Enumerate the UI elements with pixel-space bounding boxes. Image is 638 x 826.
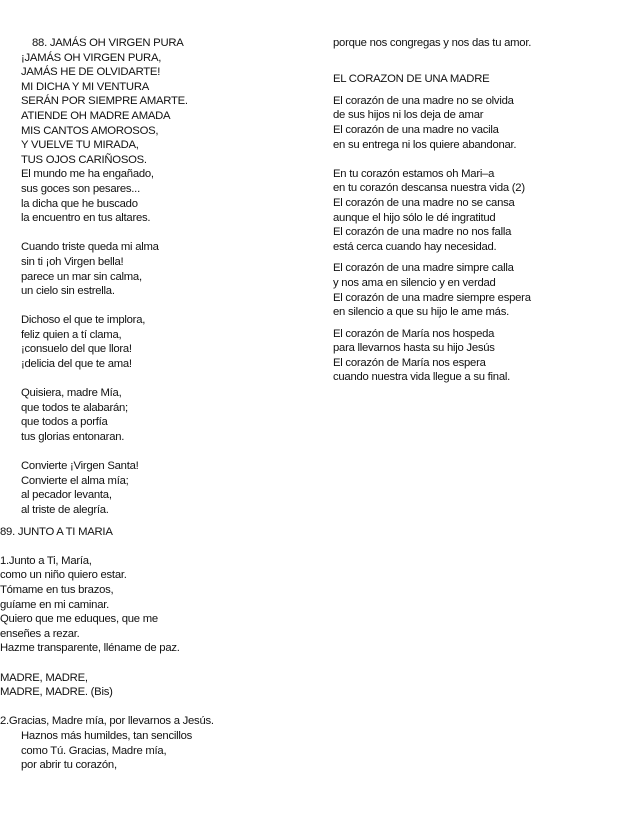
lyric-line: 2.Gracias, Madre mía, por llevarnos a Jesús. bbox=[0, 715, 214, 728]
song89-verse1 bbox=[0, 554, 320, 656]
lyric-line: un cielo sin estrella. bbox=[21, 285, 115, 298]
lyric-line: al pecador levanta, bbox=[21, 489, 112, 502]
lyric-line: El corazón de María nos espera bbox=[333, 356, 486, 369]
stanza-gap bbox=[333, 51, 633, 66]
stanza-gap bbox=[0, 518, 320, 525]
stanza-gap bbox=[333, 65, 633, 72]
lyric-line: en silencio a que su hijo le ame más. bbox=[333, 306, 509, 319]
lyric-line: El mundo me ha engañado, bbox=[21, 168, 154, 181]
corazon-block1 bbox=[333, 94, 633, 152]
stanza-gap bbox=[333, 87, 633, 94]
corazon-block3 bbox=[333, 261, 633, 319]
lyric-line: de sus hijos ni los deja de amar bbox=[333, 109, 484, 122]
stanza-gap bbox=[0, 656, 320, 671]
lyric-line: El corazón de una madre no se cansa bbox=[333, 196, 515, 209]
lyric-line: que todos te alabarán; bbox=[21, 401, 128, 414]
lyric-line: sin ti ¡oh Virgen bella! bbox=[21, 255, 124, 268]
lyric-line: parece un mar sin calma, bbox=[21, 270, 142, 283]
lyric-line: El corazón de una madre no vacila bbox=[333, 123, 499, 136]
right-column bbox=[333, 36, 633, 385]
stanza-gap bbox=[0, 299, 320, 314]
lyric-line: que todos a porfía bbox=[21, 416, 108, 429]
stanza-gap bbox=[333, 320, 633, 327]
stanza-gap bbox=[0, 700, 320, 715]
lyric-line: MI DICHA Y MI VENTURA bbox=[21, 80, 150, 93]
lyric-line: sus goces son pesares... bbox=[21, 182, 140, 195]
lyric-line: para llevarnos hasta su hijo Jesús bbox=[333, 342, 495, 355]
lyric-line: El corazón de María nos hospeda bbox=[333, 327, 495, 340]
lyric-line: Dichoso el que te implora, bbox=[21, 314, 146, 327]
corazon-block4 bbox=[333, 327, 633, 385]
lyric-line: ¡JAMÁS OH VIRGEN PURA, bbox=[21, 51, 162, 64]
lyric-line: Cuando triste queda mi alma bbox=[21, 241, 159, 254]
corazon-block2 bbox=[333, 167, 633, 255]
section-title: EL CORAZON DE UNA MADRE bbox=[333, 73, 490, 86]
song89-verse2 bbox=[0, 714, 320, 772]
song88-stanza4 bbox=[0, 386, 320, 444]
song88-stanza2 bbox=[0, 240, 320, 298]
song-title: 88. JAMÁS OH VIRGEN PURA bbox=[32, 37, 184, 49]
lyric-line: como un niño quiero estar. bbox=[0, 569, 127, 582]
lyric-line: Y VUELVE TU MIRADA, bbox=[21, 139, 139, 152]
lyric-line: ATIENDE OH MADRE AMADA bbox=[21, 109, 171, 122]
lyric-line: Hazme transparente, lléname de paz. bbox=[0, 642, 180, 655]
lyric-line: Quisiera, madre Mía, bbox=[21, 387, 122, 400]
lyric-line: la dicha que he buscado bbox=[21, 197, 138, 210]
lyric-line: aunque el hijo sólo le dé ingratitud bbox=[333, 211, 496, 224]
lyric-line: JAMÁS HE DE OLVIDARTE! bbox=[21, 66, 161, 79]
lyric-line: MADRE, MADRE, bbox=[0, 671, 88, 684]
lyric-line: MIS CANTOS AMOROSOS, bbox=[21, 124, 159, 137]
lyric-line: la encuentro en tus altares. bbox=[21, 212, 151, 225]
lyric-line: porque nos congregas y nos das tu amor. bbox=[333, 37, 532, 49]
lyric-line: Quiero que me eduques, que me bbox=[0, 613, 158, 626]
lyric-line: MADRE, MADRE. (Bis) bbox=[0, 686, 113, 699]
stanza-gap bbox=[0, 539, 320, 554]
lyric-line: En tu corazón estamos oh Mari–a bbox=[333, 167, 495, 180]
lyric-line: El corazón de una madre siempre espera bbox=[333, 291, 531, 304]
lyric-line: ¡delicia del que te ama! bbox=[21, 358, 132, 371]
lyric-line: Convierte el alma mía; bbox=[21, 474, 129, 487]
lyric-line: en su entrega ni los quiere abandonar. bbox=[333, 138, 517, 151]
lyric-line: 1.Junto a Ti, María, bbox=[0, 554, 92, 567]
lyric-line: tus glorias entonaran. bbox=[21, 431, 125, 444]
lyric-line: El corazón de una madre no se olvida bbox=[333, 94, 514, 107]
lyric-line: en tu corazón descansa nuestra vida (2) bbox=[333, 182, 525, 195]
lyric-line: TUS OJOS CARIÑOSOS. bbox=[21, 153, 147, 166]
stanza-gap bbox=[333, 152, 633, 167]
lyric-line: al triste de alegría. bbox=[21, 504, 109, 516]
lyric-line: Tómame en tus brazos, bbox=[0, 583, 114, 596]
lyric-line: cuando nuestra vida llegue a su final. bbox=[333, 371, 511, 384]
left-column bbox=[0, 36, 320, 773]
lyric-line: SERÁN POR SIEMPRE AMARTE. bbox=[21, 95, 188, 108]
lyric-line: está cerca cuando hay necesidad. bbox=[333, 240, 497, 253]
song-title: 89. JUNTO A TI MARIA bbox=[0, 525, 113, 538]
lyric-line: guíame en mi caminar. bbox=[0, 598, 110, 611]
song88-stanza3 bbox=[0, 313, 320, 371]
lyric-line: enseñes a rezar. bbox=[0, 627, 80, 640]
lyric-line: El corazón de una madre no nos falla bbox=[333, 226, 512, 239]
song88-stanza5 bbox=[0, 459, 320, 517]
stanza-gap bbox=[0, 445, 320, 460]
lyric-line: como Tú. Gracias, Madre mía, bbox=[21, 744, 167, 757]
lyric-line: Haznos más humildes, tan sencillos bbox=[21, 729, 193, 742]
song89-chorus bbox=[0, 671, 320, 700]
lyric-line: El corazón de una madre simpre calla bbox=[333, 262, 514, 275]
lyric-line: por abrir tu corazón, bbox=[21, 759, 117, 772]
stanza-gap bbox=[0, 226, 320, 241]
song88-stanza1 bbox=[0, 51, 320, 226]
lyric-line: Convierte ¡Virgen Santa! bbox=[21, 460, 139, 473]
stanza-gap bbox=[333, 254, 633, 261]
lyric-line: ¡consuelo del que llora! bbox=[21, 343, 132, 356]
lyric-line: feliz quien a tí clama, bbox=[21, 328, 122, 341]
lyric-line: y nos ama en silencio y en verdad bbox=[333, 276, 496, 289]
stanza-gap bbox=[0, 372, 320, 387]
